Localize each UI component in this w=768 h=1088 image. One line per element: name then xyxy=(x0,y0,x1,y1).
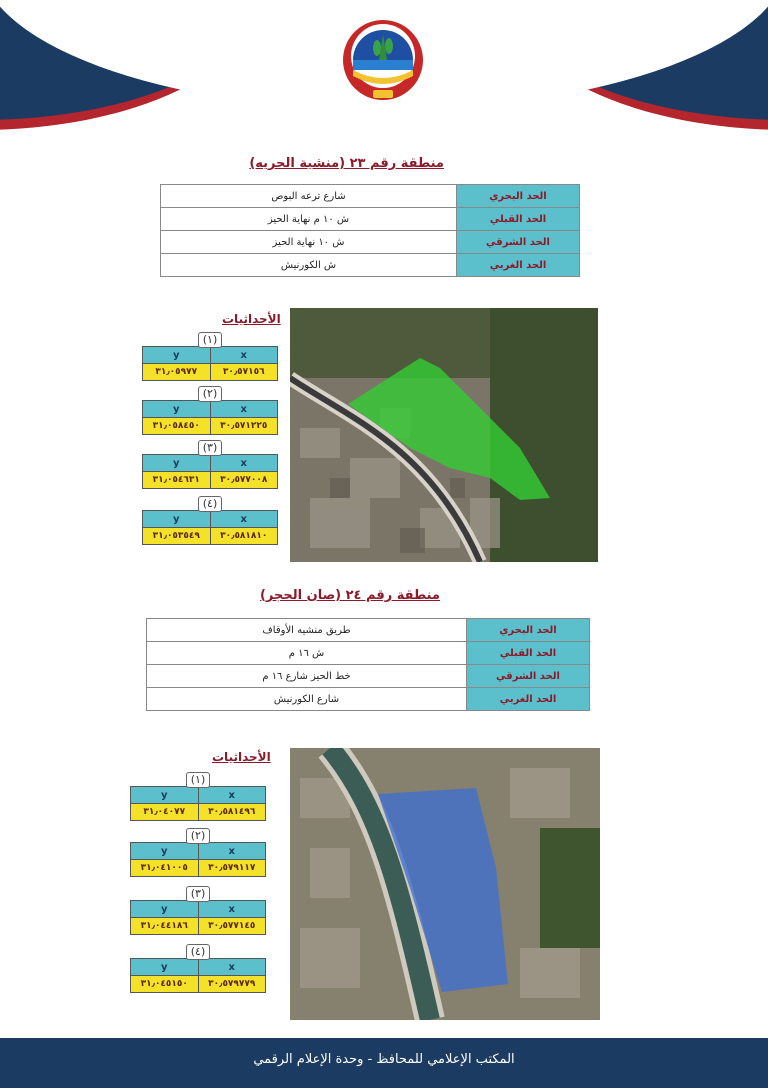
bound-value: ش ١٠ نهاية الحيز xyxy=(161,231,457,254)
bound-label: الحد الغربي xyxy=(467,688,590,711)
coord-box xyxy=(130,772,266,821)
x-header: x xyxy=(210,401,278,418)
x-header: x xyxy=(198,843,266,860)
x-value: ٣٠٫٥٨١٤٩٦ xyxy=(198,804,266,821)
x-header: x xyxy=(210,455,278,472)
coord-number: (٤) xyxy=(198,496,223,512)
y-header: y xyxy=(143,401,211,418)
footer-bar xyxy=(0,1038,768,1088)
y-header: y xyxy=(143,455,211,472)
y-value: ٣١٫٠٥٩٧٧ xyxy=(143,364,211,381)
coord-number: (١) xyxy=(198,332,223,348)
x-header: x xyxy=(198,901,266,918)
y-value: ٣١٫٠٤٥١٥٠ xyxy=(131,976,199,993)
bound-value: ش الكورنيش xyxy=(161,254,457,277)
coord-box xyxy=(142,496,278,545)
y-header: y xyxy=(131,787,199,804)
bound-value: ش ١٠ م نهاية الحيز xyxy=(161,208,457,231)
coord-box xyxy=(130,886,266,935)
zone-1-title: منطقة رقم ٢٣ (منشية الحريه) xyxy=(249,156,444,171)
x-header: x xyxy=(198,959,266,976)
bound-value: شارع ترعه البوص xyxy=(161,185,457,208)
y-header: y xyxy=(131,901,199,918)
table-row xyxy=(147,688,590,711)
zone-1-bounds-table xyxy=(160,184,580,277)
table-row xyxy=(147,642,590,665)
bound-label: الحد الغربي xyxy=(457,254,580,277)
y-value: ٣١٫٠٤١٠٠٥ xyxy=(131,860,199,877)
bound-label: الحد البحري xyxy=(457,185,580,208)
bound-label: الحد القبلي xyxy=(457,208,580,231)
x-header: x xyxy=(210,511,278,528)
x-value: ٣٠٫٥٧٩٧٧٩ xyxy=(198,976,266,993)
x-value: ٣٠٫٥٧٧١٤٥ xyxy=(198,918,266,935)
table-row xyxy=(161,254,580,277)
coord-number: (٣) xyxy=(198,440,223,456)
table-row xyxy=(147,619,590,642)
bound-value: شارع الكورنيش xyxy=(147,688,467,711)
y-value: ٣١٫٠٥٣٥٤٩ xyxy=(143,528,211,545)
table-row xyxy=(147,665,590,688)
coord-box xyxy=(130,828,266,877)
coord-number: (٢) xyxy=(186,828,211,844)
y-value: ٣١٫٠٤٠٧٧ xyxy=(131,804,199,821)
coord-number: (١) xyxy=(186,772,211,788)
bound-label: الحد البحري xyxy=(467,619,590,642)
x-header: x xyxy=(210,347,278,364)
zone-2-bounds-table xyxy=(146,618,590,711)
x-value: ٣٠٫٥٧٩١١٧ xyxy=(198,860,266,877)
coord-number: (٢) xyxy=(198,386,223,402)
zone-1-satellite-map xyxy=(290,308,598,562)
coord-box xyxy=(142,332,278,381)
coord-box xyxy=(130,944,266,993)
governorate-emblem-icon xyxy=(339,16,427,104)
coord-box xyxy=(142,386,278,435)
bound-value: ش ١٦ م xyxy=(147,642,467,665)
zone-2-coords-label: الأحداثيات xyxy=(212,750,271,764)
y-value: ٣١٫٠٤٤١٨٦ xyxy=(131,918,199,935)
y-header: y xyxy=(131,959,199,976)
coord-number: (٣) xyxy=(186,886,211,902)
x-value: ٣٠٫٥٧١٢٢٥ xyxy=(210,418,278,435)
x-header: x xyxy=(198,787,266,804)
x-value: ٣٠٫٥٧٧٠٠٨ xyxy=(210,472,278,489)
y-header: y xyxy=(143,347,211,364)
table-row xyxy=(161,231,580,254)
bound-label: الحد القبلي xyxy=(467,642,590,665)
zone-2-title: منطقة رقم ٢٤ (صان الحجر) xyxy=(259,588,440,603)
bound-value: طريق منشيه الأوقاف xyxy=(147,619,467,642)
coord-number: (٤) xyxy=(186,944,211,960)
y-header: y xyxy=(131,843,199,860)
bound-label: الحد الشرقي xyxy=(457,231,580,254)
footer-text: المكتب الإعلامي للمحافظ - وحدة الإعلام الرقمي xyxy=(253,1052,515,1067)
bound-label: الحد الشرقي xyxy=(467,665,590,688)
zone-1-coords-label: الأحداثيات xyxy=(222,312,281,326)
table-row xyxy=(161,185,580,208)
x-value: ٣٠٫٥٨١٨١٠ xyxy=(210,528,278,545)
bound-value: خط الحيز شارع ١٦ م xyxy=(147,665,467,688)
coord-box xyxy=(142,440,278,489)
y-header: y xyxy=(143,511,211,528)
y-value: ٣١٫٠٥٤٦٣١ xyxy=(143,472,211,489)
y-value: ٣١٫٠٥٨٤٥٠ xyxy=(143,418,211,435)
zone-2-satellite-map xyxy=(290,748,600,1020)
x-value: ٣٠٫٥٧١٥٦ xyxy=(210,364,278,381)
table-row xyxy=(161,208,580,231)
